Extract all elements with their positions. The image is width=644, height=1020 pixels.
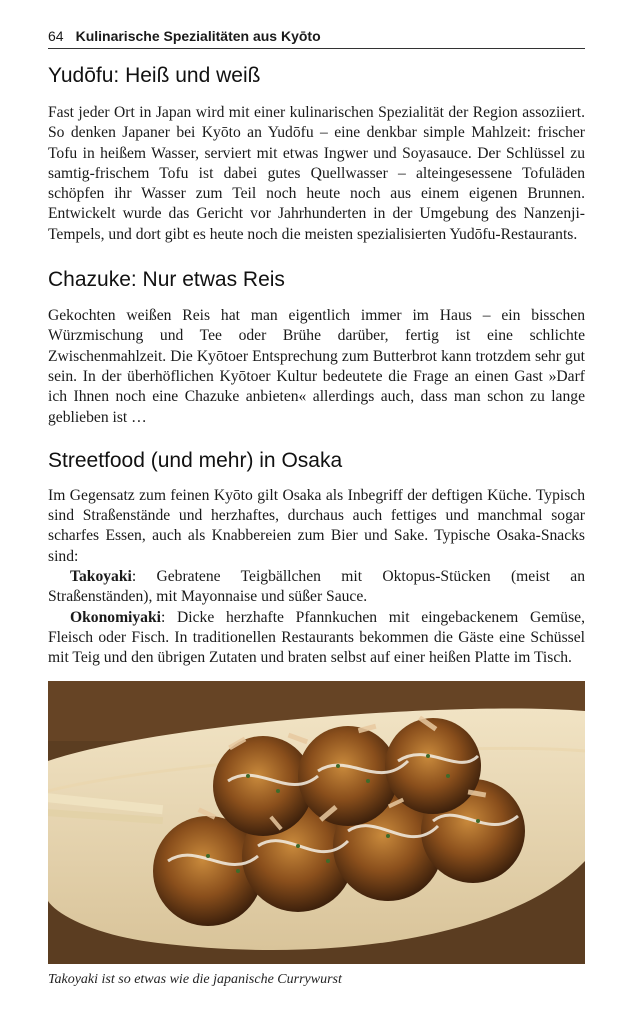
running-header xyxy=(48,28,585,49)
running-title: Kulinarische Spezialitäten aus Kyōto xyxy=(75,28,321,44)
takoyaki-illustration xyxy=(48,681,585,964)
takoyaki-photo xyxy=(48,681,585,964)
text-okonomiyaki: : Dicke herzhafte Pfannkuchen mit eingebackenem Gemüse, Fleisch oder Fisch. In traditionellen Restaurants bekommen die Gäste eine Schüssel mit Teig und den übrigen Zutaten und braten selbst auf einer heißen Platte im Tisch. xyxy=(48,608,585,667)
photo-caption: Takoyaki ist so etwas wie die japanische Currywurst xyxy=(48,971,342,987)
paragraph-chazuke: Gekochten weißen Reis hat man eigentlich immer im Haus – ein bisschen Würzmischung und Tee oder Brühe darüber, fertig ist eine schlichte Zwischenmahlzeit. Die Kyōtoer Entsprechung zum Butterbrot kann trotzdem sehr gut sein. In der überhöflichen Kyōtoer Kultur bedeutete die Frage an einen Gast »Darf ich Ihnen noch eine Chazuke anbieten« allerdings auch, dass man schon zu lange geblieben ist … xyxy=(48,307,585,426)
term-okonomiyaki: Okonomiyaki xyxy=(70,608,161,626)
text-takoyaki: : Gebratene Teigbällchen mit Oktopus-Stücken (meist an Straßenständen), mit Mayonnaise und süßer Sauce. xyxy=(48,568,585,606)
term-takoyaki: Takoyaki xyxy=(70,568,132,586)
paragraph-yudofu: Fast jeder Ort in Japan wird mit einer kulinarischen Spezialität der Region assoziiert. So denken Japaner bei Kyōto an Yudōfu – eine denkbar simple Mahlzeit: frischer Tofu in heißem Wasser, serviert mit etwas Ingwer und Soyasauce. Der Schlüssel zu samtig-frischem Tofu ist dabei gutes Quellwasser – alteingesessene Tofuläden schöpfen ihr Wasser zum Teil noch heute noch aus einem eigenen Brunnen. Entwickelt wurde das Gericht vor Jahrhunderten in der Umgebung des Nanzenji-Tempels, und dort gibt es heute noch die meisten spezialisierten Yudōfu-Restaurants. xyxy=(48,104,585,243)
paragraph-osaka-intro: Im Gegensatz zum feinen Kyōto gilt Osaka als Inbegriff der deftigen Küche. Typisch sind Straßenstände und herzhaftes, durchaus auch fettiges und manchmal sogar scharfes Essen, auch als Knabbereien zum Bier und Sake. Typische Osaka-Snacks sind: xyxy=(48,486,585,565)
page-number: 64 xyxy=(48,28,64,44)
book-page xyxy=(48,28,585,988)
section-heading-chazuke: Chazuke: Nur etwas Reis xyxy=(48,268,285,292)
list-item-okonomiyaki xyxy=(48,608,585,669)
list-item-takoyaki xyxy=(48,567,585,608)
section-heading-yudofu: Yudōfu: Heiß und weiß xyxy=(48,64,261,87)
section-heading-osaka: Streetfood (und mehr) in Osaka xyxy=(48,448,343,472)
